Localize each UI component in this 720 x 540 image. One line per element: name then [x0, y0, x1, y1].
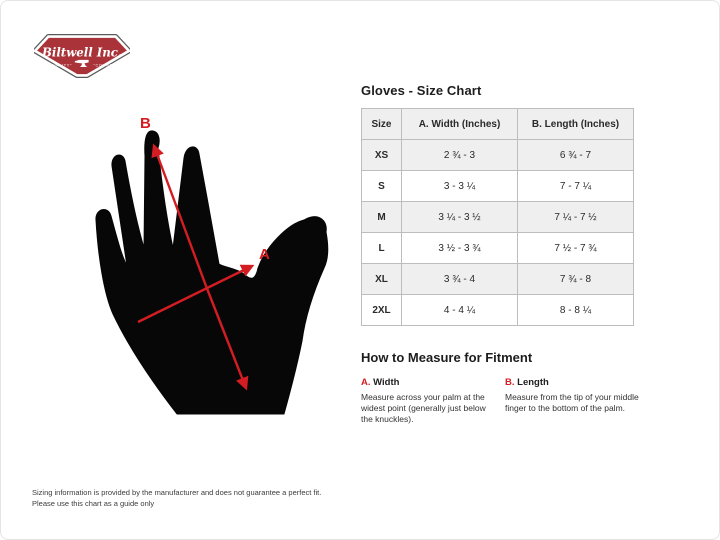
length-cell: 7 ¾ - 8 [518, 264, 634, 295]
table-row [362, 140, 634, 171]
size-chart-panel [361, 83, 639, 425]
logo-tagline-right: "COUNTS" [93, 62, 118, 68]
measure-letter-b: B. [505, 377, 515, 388]
measure-name-length: Length [517, 377, 549, 388]
measure-item-heading [361, 377, 499, 388]
label-a: A [259, 246, 270, 263]
col-header-width: A. Width (Inches) [402, 109, 518, 140]
length-cell: 7 ½ - 7 ¾ [518, 233, 634, 264]
width-cell: 3 ½ - 3 ¾ [402, 233, 518, 264]
length-cell: 7 - 7 ¼ [518, 171, 634, 202]
length-cell: 6 ¾ - 7 [518, 140, 634, 171]
hand-silhouette [96, 131, 328, 414]
logo-brand-text: Biltwell Inc. [41, 45, 123, 60]
label-b: B [140, 115, 151, 132]
table-header-row [362, 109, 634, 140]
col-header-length: B. Length (Inches) [518, 109, 634, 140]
disclaimer-line-1: Sizing information is provided by the manufacturer and does not guarantee a perfect fit. [32, 488, 322, 497]
table-row [362, 264, 634, 295]
size-cell: M [362, 202, 402, 233]
hand-measurement-diagram [56, 96, 336, 446]
length-cell: 8 - 8 ¼ [518, 295, 634, 326]
measure-item-length [505, 377, 639, 425]
table-row [362, 202, 634, 233]
biltwell-logo [34, 34, 130, 78]
measure-description-width: Measure across your palm at the widest point (generally just below the knuckles). [361, 392, 486, 425]
size-cell: S [362, 171, 402, 202]
table-row [362, 233, 634, 264]
size-table [361, 108, 634, 326]
disclaimer-line-2: Please use this chart as a guide only [32, 498, 155, 508]
width-cell: 3 ¼ - 3 ½ [402, 202, 518, 233]
col-header-size: Size [362, 109, 402, 140]
measure-item-width [361, 377, 499, 425]
how-to-measure-section [361, 350, 639, 425]
measure-description-length: Measure from the tip of your middle finger to the bottom of the palm. [505, 392, 639, 414]
disclaimer [32, 488, 321, 510]
how-to-measure-title: How to Measure for Fitment [361, 350, 533, 365]
table-row [362, 295, 634, 326]
measure-name-width: Width [373, 377, 400, 388]
size-cell: L [362, 233, 402, 264]
size-cell: 2XL [362, 295, 402, 326]
length-cell: 7 ¼ - 7 ½ [518, 202, 634, 233]
table-row [362, 171, 634, 202]
size-cell: XL [362, 264, 402, 295]
size-cell: XS [362, 140, 402, 171]
width-cell: 4 - 4 ¼ [402, 295, 518, 326]
width-cell: 2 ¾ - 3 [402, 140, 518, 171]
measure-item-heading [505, 377, 639, 388]
width-cell: 3 - 3 ¼ [402, 171, 518, 202]
logo-tagline-left: "QUALITY" [47, 62, 72, 68]
measure-letter-a: A. [361, 377, 371, 388]
size-chart-title: Gloves - Size Chart [361, 83, 482, 98]
width-cell: 3 ¾ - 4 [402, 264, 518, 295]
